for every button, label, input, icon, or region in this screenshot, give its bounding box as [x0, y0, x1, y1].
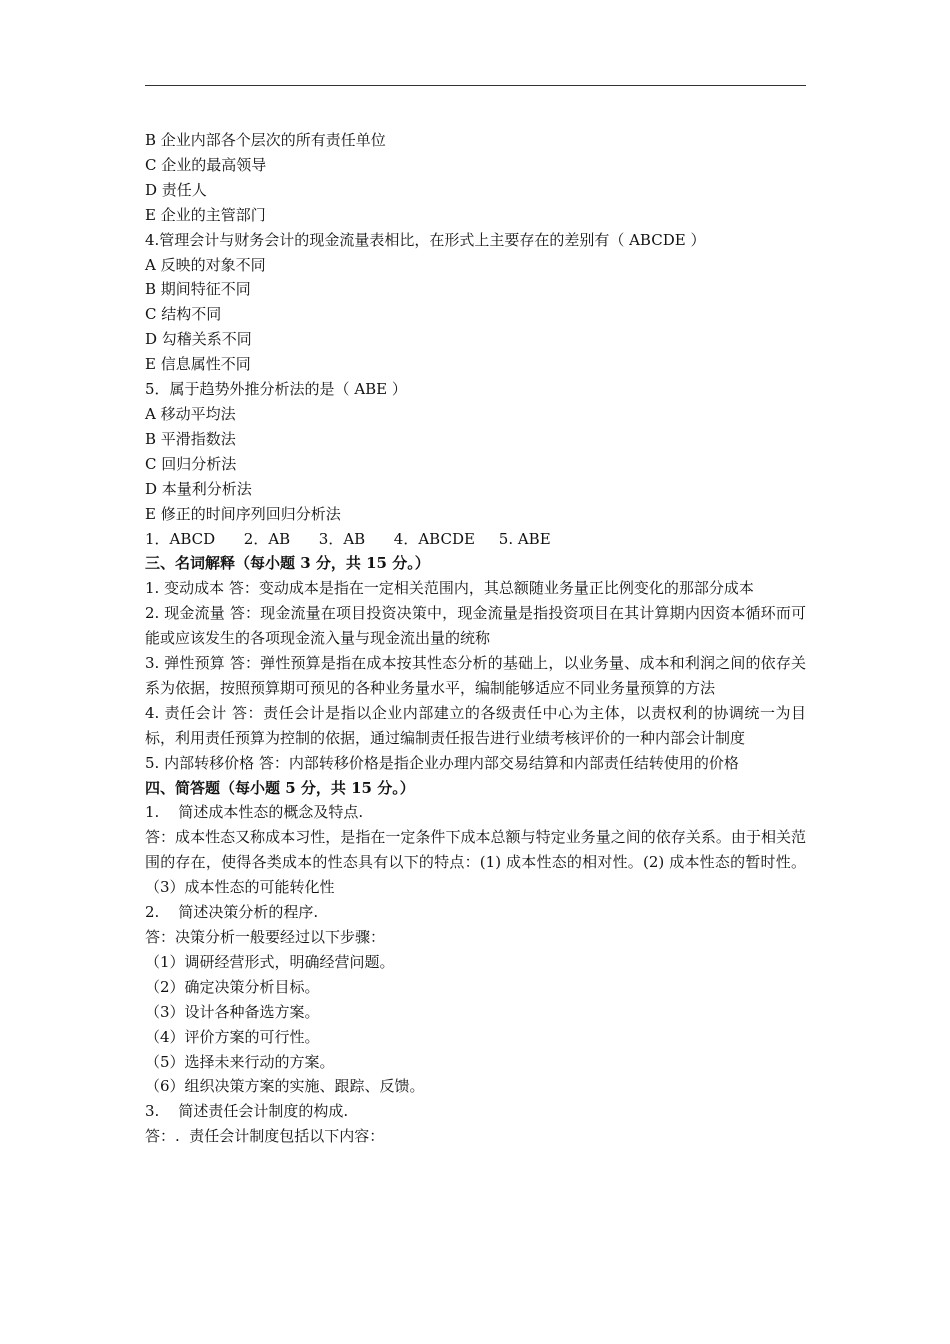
question-4: 4.管理会计与财务会计的现金流量表相比，在形式上主要存在的差别有（ ABCDE ） [145, 230, 706, 249]
term-4: 4. 责任会计 答：责任会计是指以企业内部建立的各级责任中心为主体，以责权利的协调统一为目标，利用责任预算为控制的依据，通过编制责任报告进行业绩考核评价的一种内部会计制度 [145, 703, 806, 747]
section-heading-short-answer: 四、简答题（每小题 5 分，共 15 分。） [145, 778, 415, 797]
term-1: 1. 变动成本 答：变动成本是指在一定相关范围内，其总额随业务量正比例变化的那部分成本 [145, 579, 754, 598]
question-5: 5．属于趋势外推分析法的是（ ABE ） [145, 380, 407, 399]
option-c: C 结构不同 [145, 305, 222, 324]
option-e: E 修正的时间序列回归分析法 [145, 504, 341, 523]
header-rule [145, 85, 806, 86]
option-d: D 责任人 [145, 180, 207, 199]
term-5: 5. 内部转移价格 答：内部转移价格是指企业办理内部交易结算和内部责任结转使用的价格 [145, 753, 739, 772]
term-2: 2. 现金流量 答：现金流量在项目投资决策中，现金流量是指投资项目在其计算期内因资本循环而可能或应该发生的各项现金流入量与现金流出量的统称 [145, 604, 806, 648]
option-c: C 企业的最高领导 [145, 155, 267, 174]
short-answer-2-intro: 答：决策分析一般要经过以下步骤： [145, 928, 386, 946]
option-c: C 回归分析法 [145, 454, 237, 473]
option-d: D 勾稽关系不同 [145, 330, 252, 349]
option-e: E 信息属性不同 [145, 355, 251, 374]
short-question-1: 1. 简述成本性态的概念及特点. [145, 803, 364, 822]
section-heading-terms: 三、名词解释（每小题 3 分，共 15 分。） [145, 554, 430, 573]
step-5: （5）选择未来行动的方案。 [145, 1052, 335, 1071]
short-question-3: 3. 简述责任会计制度的构成. [145, 1102, 349, 1121]
option-a: A 反映的对象不同 [145, 255, 266, 274]
option-b: B 企业内部各个层次的所有责任单位 [145, 131, 386, 149]
short-question-2: 2. 简述决策分析的程序. [145, 903, 319, 922]
step-1: （1）调研经营形式，明确经营问题。 [145, 952, 395, 971]
option-d: D 本量利分析法 [145, 479, 252, 498]
option-b: B 平滑指数法 [145, 429, 236, 448]
option-a: A 移动平均法 [145, 404, 236, 423]
step-3: （3）设计各种备选方案。 [145, 1002, 320, 1021]
short-answer-1: 答：成本性态又称成本习性，是指在一定条件下成本总额与特定业务量之间的依存关系。由于相关范围的存在，使得各类成本的性态具有以下的特点：(1) 成本性态的相对性。(2) 成本性态的暂时性。（3）成本性态的可能转化性 [145, 828, 806, 897]
short-answer-3-intro: 答：. 责任会计制度包括以下内容： [145, 1127, 385, 1146]
document-body [145, 128, 806, 1149]
option-b: B 期间特征不同 [145, 280, 251, 299]
term-3: 3. 弹性预算 答：弹性预算是指在成本按其性态分析的基础上，以业务量、成本和利润之间的依存关系为依据，按照预算期可预见的各种业务量水平，编制能够适应不同业务量预算的方法 [145, 654, 806, 697]
answer-key: 1．ABCD 2．AB 3．AB 4．ABCDE 5. ABE [145, 529, 551, 548]
step-2: （2）确定决策分析目标。 [145, 977, 320, 996]
option-e: E 企业的主管部门 [145, 205, 266, 224]
step-4: （4）评价方案的可行性。 [145, 1027, 320, 1046]
step-6: （6）组织决策方案的实施、跟踪、反馈。 [145, 1077, 425, 1096]
